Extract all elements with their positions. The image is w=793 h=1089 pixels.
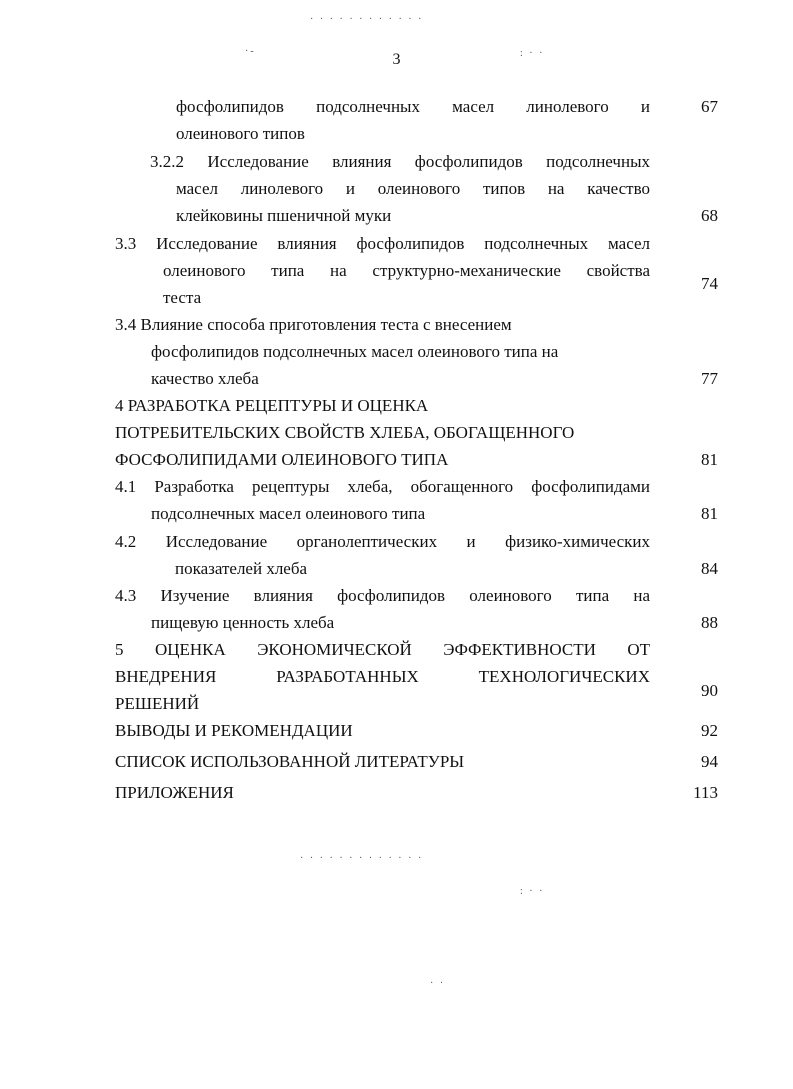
toc-page-number: 81 [701, 450, 718, 469]
toc-entry-line: 3.2.2 Исследование влияния фосфолипидов подсолнечных [150, 152, 650, 171]
toc-entry [115, 779, 650, 806]
toc-entry-line: РЕШЕНИЙ [115, 694, 200, 713]
toc-entry-line: 4.2 Исследование органолептических и физико-химических [115, 532, 650, 551]
scan-noise: · · · · · · · · · · · · [310, 14, 424, 25]
toc-entry-line: подсолнечных масел олеинового типа [151, 504, 426, 523]
toc-entry-line: пищевую ценность хлеба [151, 613, 335, 632]
toc-entry [115, 582, 650, 636]
toc-page-number: 77 [701, 369, 718, 388]
toc-entry [115, 473, 650, 527]
toc-page-number: 113 [693, 783, 718, 802]
toc-entry [115, 636, 650, 717]
toc-entry-line: теста [163, 288, 202, 307]
scan-noise: ·- [245, 46, 256, 57]
toc-entry-line: фосфолипидов подсолнечных масел олеинового типа на [151, 342, 559, 361]
toc-entry-line: масел линолевого и олеинового типов на качество [176, 179, 650, 198]
toc-entry-line: 3.3 Исследование влияния фосфолипидов подсолнечных масел [115, 234, 650, 253]
toc-page-number: 90 [701, 681, 718, 700]
scan-noise: : · · [520, 48, 545, 59]
toc-page-number: 88 [701, 613, 718, 632]
scan-noise: : · · [520, 886, 545, 897]
toc-entry [115, 748, 650, 775]
toc-entry-line: клейковины пшеничной муки [176, 206, 392, 225]
toc-entry [115, 717, 650, 744]
toc-entry [115, 392, 650, 473]
toc-page-number: 92 [701, 721, 718, 740]
toc-page-number: 68 [701, 206, 718, 225]
toc-entry-line: ФОСФОЛИПИДАМИ ОЛЕИНОВОГО ТИПА [115, 450, 449, 469]
toc-entry-line: 3.4 Влияние способа приготовления теста с внесением [115, 315, 512, 334]
scan-noise: · · · · · · · · · · · · · [300, 853, 424, 864]
toc-entry-line: 5 ОЦЕНКА ЭКОНОМИЧЕСКОЙ ЭФФЕКТИВНОСТИ ОТ [115, 640, 650, 659]
toc-entry-line: ВЫВОДЫ И РЕКОМЕНДАЦИИ [115, 721, 353, 740]
toc-entry-line: качество хлеба [151, 369, 259, 388]
toc-entry-line: 4 РАЗРАБОТКА РЕЦЕПТУРЫ И ОЦЕНКА [115, 396, 429, 415]
toc-page-number: 81 [701, 504, 718, 523]
toc-entry [115, 528, 650, 582]
toc-entry-line: показателей хлеба [175, 559, 308, 578]
toc-entry [150, 148, 650, 229]
toc-entry-line: 4.1 Разработка рецептуры хлеба, обогащенного фосфолипидами [115, 477, 650, 496]
toc-entry-line: ПРИЛОЖЕНИЯ [115, 783, 234, 802]
scan-noise: · · [430, 978, 446, 989]
toc-page-number: 84 [701, 559, 718, 578]
toc-entry-line: олеинового типов [176, 124, 305, 143]
page-number: 3 [392, 51, 401, 68]
toc-entry-line: ВНЕДРЕНИЯ РАЗРАБОТАННЫХ ТЕХНОЛОГИЧЕСКИХ [115, 667, 650, 686]
toc-entry-line: ПОТРЕБИТЕЛЬСКИХ СВОЙСТВ ХЛЕБА, ОБОГАЩЕННОГО [115, 423, 575, 442]
toc-entry-line: фосфолипидов подсолнечных масел линолевого и [176, 97, 650, 116]
toc-entry-line: олеинового типа на структурно-механические свойства [163, 261, 650, 280]
toc-page-number: 74 [701, 274, 718, 293]
toc-entry [115, 311, 650, 392]
toc-entry-line: СПИСОК ИСПОЛЬЗОВАННОЙ ЛИТЕРАТУРЫ [115, 752, 465, 771]
toc-entry [115, 230, 650, 311]
toc-entry-line: 4.3 Изучение влияния фосфолипидов олеинового типа на [115, 586, 650, 605]
toc-entry [176, 93, 650, 147]
toc-page-number: 67 [701, 97, 718, 116]
toc-page-number: 94 [701, 752, 718, 771]
